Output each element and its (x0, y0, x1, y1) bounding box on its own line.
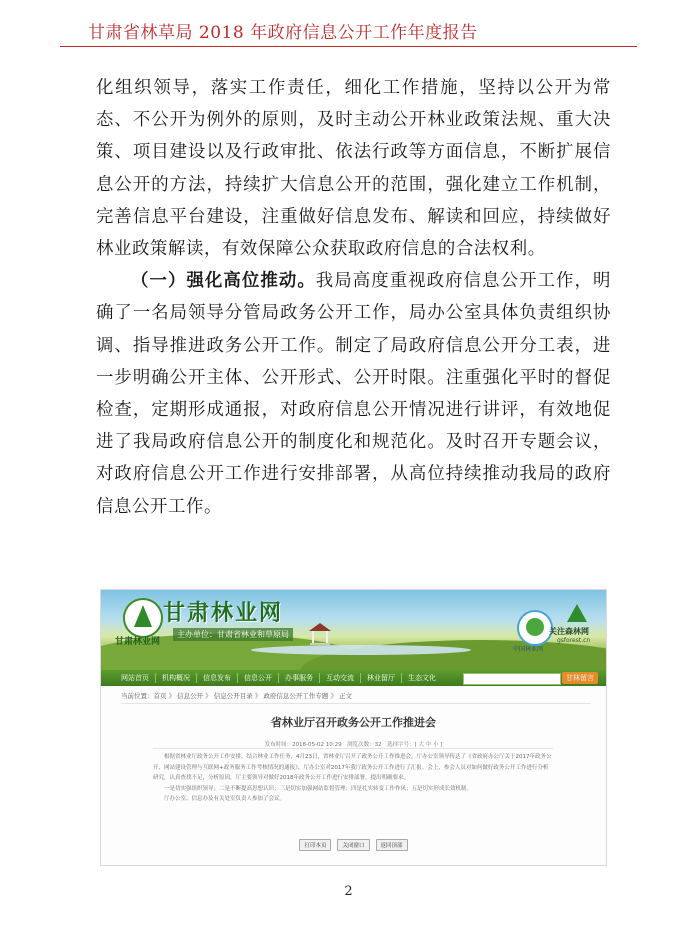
nav-item-about[interactable]: 机构概况 (156, 673, 197, 683)
nav-item-disclosure[interactable]: 信息公开 (238, 673, 279, 683)
paragraph-body: 我局高度重视政府信息公开工作，明确了一名局领导分管局政务公开工作，局办公室具体负责组织协调、指导推进政务公开工作。制定了局政府信息公开分工表，进一步明确公开主体、公开形式、公开时限。注重强化平时的督促检查，定期形成通报，对政府信息公开情况进行讲评，有效地促进了我局政府信息公开的制度化和规范化。及时召开专题会议，对政府信息公开工作进行安排部署，从高位持续推动我局的政府信息公开工作。 (96, 271, 611, 517)
pavilion-icon (307, 622, 333, 646)
paragraph-continued: 化组织领导，落实工作责任，细化工作措施，坚持以公开为常态、不公开为例外的原则，及时主动公开林业政策法规、重大决策、项目建设以及行政审批、依法行政等方面信息，不断扩展信息公开的方法，持续扩大信息公开的范围，强化建立工作机制，完善信息平台建设，注重做好信息发布、解读和回应，持续做好林业政策解读，有效保障公众获取政府信息的合法权利。 (96, 78, 611, 260)
site-slogan: 甘肃林业网 (115, 637, 161, 647)
nav-item-culture[interactable]: 生态文化 (408, 674, 436, 682)
nav-item-forestry[interactable]: 林业留厅 (361, 673, 402, 683)
article-title: 省林业厅召开政务公开工作推进会 (271, 716, 436, 729)
site-banner (101, 590, 606, 670)
article-paragraph: 厅办公室、信息办及有关处室负责人参加了会议。 (164, 796, 286, 802)
article-paragraph: 根据省林业厅政务公开工作安排，结合林业工作任务，4月23日，省林业厅召开了政务公开工作推进会，厅办公室领导传达了《省政府办公厅关于2017年政务公开、网站建设管理与互联网+政务服务工作考核情况的通报》，厅办公室对2017年我厅政务公开工作进行了汇报。会上，参会人员对如何做好政务公开工作进行分析研究，认真查找不足，分析原因，厅主要领导对做好2018年政务公开工作进行安排部署，提出明确要求。 (153, 754, 552, 781)
follow-forest-url: gsforest.cn (557, 637, 591, 644)
print-button[interactable]: 打印本页 (299, 839, 331, 851)
site-logo-icon (123, 598, 163, 638)
article-meta: 发布时间：2018-05-02 10:29 浏览次数：32 选择字号：[ 大 中 小 ] (264, 742, 443, 748)
site-name: 甘肃林业网 (163, 600, 284, 626)
china-forestry-caption: 中国林业网 (513, 646, 544, 653)
search-input[interactable] (463, 673, 561, 685)
follow-forest-caption: 关注森林网 (549, 627, 589, 636)
page-header (60, 12, 637, 47)
report-title: 甘肃省林草局 2018 年政府信息公开工作年度报告 (88, 23, 478, 43)
back-to-top-button[interactable]: 返回顶部 (376, 839, 408, 851)
article-body (153, 752, 553, 805)
section-heading: （一）强化高位推动。 (131, 271, 316, 292)
site-nav (101, 670, 606, 686)
nav-item-news[interactable]: 信息发布 (197, 673, 238, 683)
china-forestry-logo-icon (517, 610, 553, 646)
article-paragraph: 一是切实强组织领导；二是不断提高思想认识；三是切实加强网站监督管理；四是扎实转变工作作风；五是切实形成长效机制。 (164, 785, 473, 792)
article-actions (101, 839, 606, 851)
divider (153, 748, 553, 749)
site-sponsor: 主办单位：甘肃省林业和草原局 (173, 628, 293, 641)
website-screenshot (100, 589, 607, 866)
paragraph-strengthen-promotion (96, 265, 611, 523)
forest-tree-icon (567, 604, 587, 622)
nav-item-home[interactable]: 网站首页 (115, 673, 156, 683)
nav-item-interaction[interactable]: 互动交流 (320, 673, 361, 683)
breadcrumb: 当前位置：首页 》 信息公开 》 信息公开目录 》 政府信息公开工作专题 》 正文 (121, 689, 591, 704)
page-number: 2 (344, 884, 353, 899)
nav-item-services[interactable]: 办事服务 (279, 673, 320, 683)
body-text (96, 72, 611, 523)
close-window-button[interactable]: 关闭窗口 (337, 839, 369, 851)
message-button[interactable]: 甘林留言 (562, 672, 598, 684)
